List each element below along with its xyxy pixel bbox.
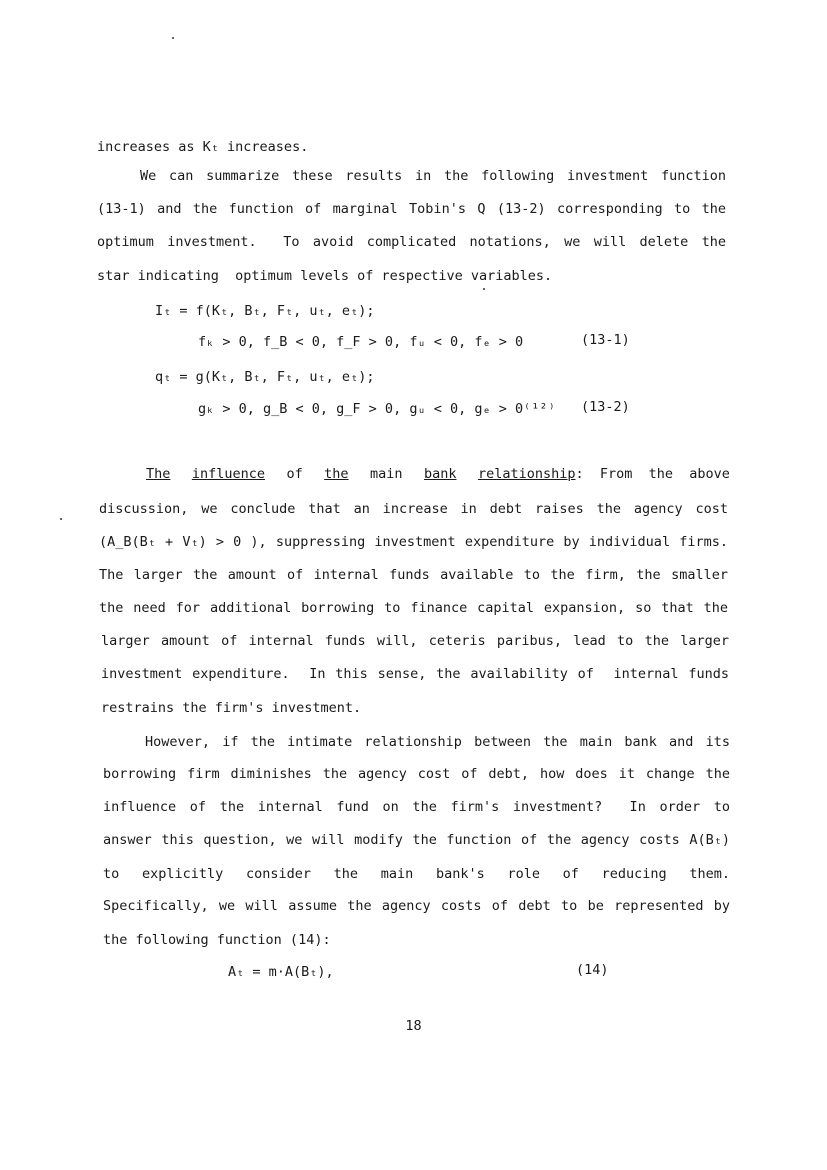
equation-number-13-1: (13-1): [581, 332, 630, 348]
paragraph-line: larger amount of internal funds will, ceteris paribus, lead to the larger: [101, 633, 729, 649]
heading-rest: : From the above: [575, 466, 730, 482]
paragraph-line: The larger the amount of internal funds available to the firm, the smaller: [99, 567, 728, 583]
equation-13-2-line-a: qₜ = g(Kₜ, Bₜ, Fₜ, uₜ, eₜ);: [155, 369, 375, 385]
paragraph-line: the following function (14):: [103, 932, 331, 948]
paragraph-line: We can summarize these results in the following investment function: [140, 168, 726, 184]
equation-13-1-line-b: fₖ > 0, f_B < 0, f_F > 0, fᵤ < 0, fₑ > 0: [198, 334, 524, 350]
paragraph-line: (13-1) and the function of marginal Tobin's Q (13-2) corresponding to the: [97, 201, 726, 217]
paragraph-line: (A_B(Bₜ + Vₜ) > 0 ), suppressing investment expenditure by individual firms.: [99, 534, 728, 550]
heading-word: main: [370, 466, 403, 482]
heading-word: The: [146, 466, 171, 482]
paragraph-line: restrains the firm's investment.: [101, 700, 362, 716]
paragraph-line: optimum investment. To avoid complicated notations, we will delete the: [97, 234, 726, 250]
heading-tail: [478, 466, 730, 482]
scan-speck: [483, 288, 485, 290]
text-line: [145, 734, 730, 750]
equation-14: Aₜ = m·A(Bₜ),: [228, 964, 334, 980]
paragraph-line: discussion, we conclude that an increase in debt raises the agency cost: [99, 501, 728, 517]
paragraph-line: investment expenditure. In this sense, the availability of internal funds: [101, 666, 729, 682]
paragraph-line: star indicating optimum levels of respective variables.: [97, 268, 553, 284]
equation-number-13-2: (13-2): [581, 399, 630, 415]
paragraph-line: the need for additional borrowing to finance capital expansion, so that the: [99, 600, 728, 616]
heading-word: bank: [423, 466, 457, 482]
heading-word: relationship: [477, 466, 576, 482]
equation-number-14: (14): [576, 962, 609, 978]
paragraph-line: However, if the intimate relationship between the main bank and its: [145, 734, 730, 750]
scan-speck: [60, 518, 62, 520]
section-heading-line: [146, 466, 730, 482]
text-line: [140, 168, 726, 184]
heading-word: influence: [191, 466, 265, 482]
paragraph-line: answer this question, we will modify the function of the agency costs A(Bₜ): [103, 832, 730, 848]
text-line: increases as Kₜ increases.: [97, 139, 309, 155]
paragraph-line: borrowing firm diminishes the agency cost of debt, how does it change the: [103, 766, 730, 782]
heading-word: the: [324, 466, 349, 482]
scan-speck: [172, 37, 174, 39]
page-number: 18: [405, 1018, 422, 1034]
paragraph-line: influence of the internal fund on the firm's investment? In order to: [103, 799, 730, 815]
paragraph-line: to explicitly consider the main bank's role of reducing them.: [103, 866, 730, 882]
equation-13-2-line-b: gₖ > 0, g_B < 0, g_F > 0, gᵤ < 0, gₑ > 0⁽¹²⁾: [198, 401, 556, 417]
paragraph-line: Specifically, we will assume the agency costs of debt to be represented by: [103, 898, 730, 914]
heading-word: of: [286, 466, 303, 482]
equation-13-1-line-a: Iₜ = f(Kₜ, Bₜ, Fₜ, uₜ, eₜ);: [155, 303, 375, 319]
